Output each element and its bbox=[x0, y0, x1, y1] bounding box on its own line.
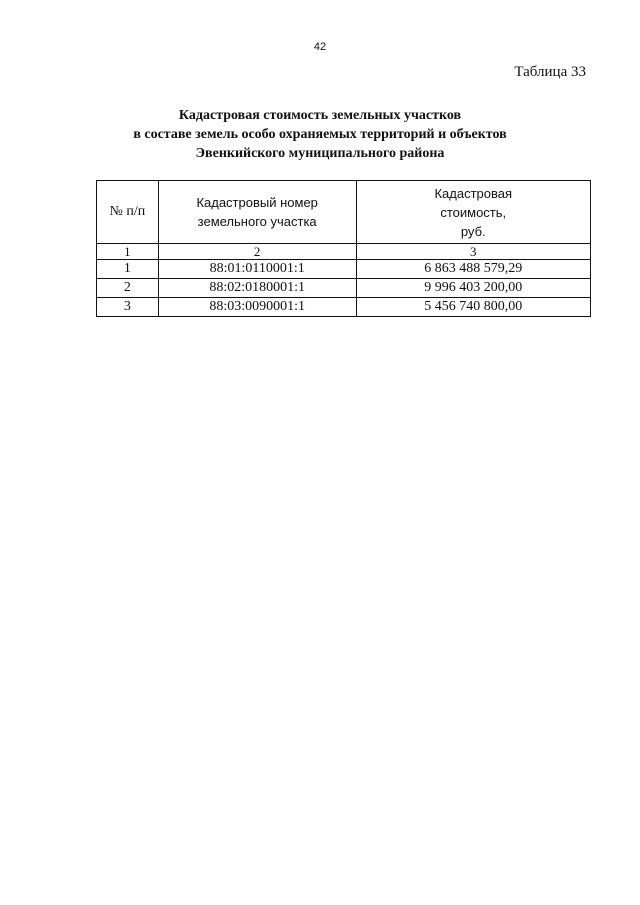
title-line-3: Эвенкийского муниципального района bbox=[195, 146, 445, 161]
page-number: 42 bbox=[313, 41, 327, 53]
column-number: 2 bbox=[158, 244, 356, 260]
row-number-cell: 1 bbox=[97, 260, 159, 279]
cadastral-value-cell: 6 863 488 579,29 bbox=[356, 260, 591, 279]
column-number: 3 bbox=[356, 244, 591, 260]
row-number-cell: 3 bbox=[97, 298, 159, 317]
header-cadastral-number-line-1: Кадастровый номер bbox=[196, 195, 318, 210]
cadastral-value-cell: 9 996 403 200,00 bbox=[356, 279, 591, 298]
table-label: Таблица 33 bbox=[514, 64, 586, 80]
table-row bbox=[97, 279, 591, 298]
cadastral-number-cell: 88:02:0180001:1 bbox=[158, 279, 356, 298]
header-cadastral-value-line-2: стоимость, bbox=[440, 204, 507, 220]
column-number-row bbox=[97, 244, 591, 260]
header-cadastral-number bbox=[158, 181, 356, 244]
header-cadastral-value-line-1: Кадастровая bbox=[434, 185, 513, 201]
header-row-number: № п/п bbox=[97, 181, 159, 244]
title-line-1: Кадастровая стоимость земельных участков bbox=[178, 108, 462, 123]
cadastral-value-cell: 5 456 740 800,00 bbox=[356, 298, 591, 317]
cadastral-value-table bbox=[96, 180, 591, 317]
header-cadastral-value bbox=[356, 181, 591, 244]
table-header-row bbox=[97, 181, 591, 244]
header-cadastral-number-line-2: земельного участка bbox=[197, 214, 317, 229]
table-row bbox=[97, 260, 591, 279]
column-number: 1 bbox=[97, 244, 159, 260]
header-cadastral-value-line-3: руб. bbox=[460, 223, 486, 239]
row-number-cell: 2 bbox=[97, 279, 159, 298]
cadastral-number-cell: 88:03:0090001:1 bbox=[158, 298, 356, 317]
document-title bbox=[0, 106, 640, 163]
table-row bbox=[97, 298, 591, 317]
title-line-2: в составе земель особо охраняемых территорий и объектов bbox=[133, 127, 507, 142]
cadastral-number-cell: 88:01:0110001:1 bbox=[158, 260, 356, 279]
